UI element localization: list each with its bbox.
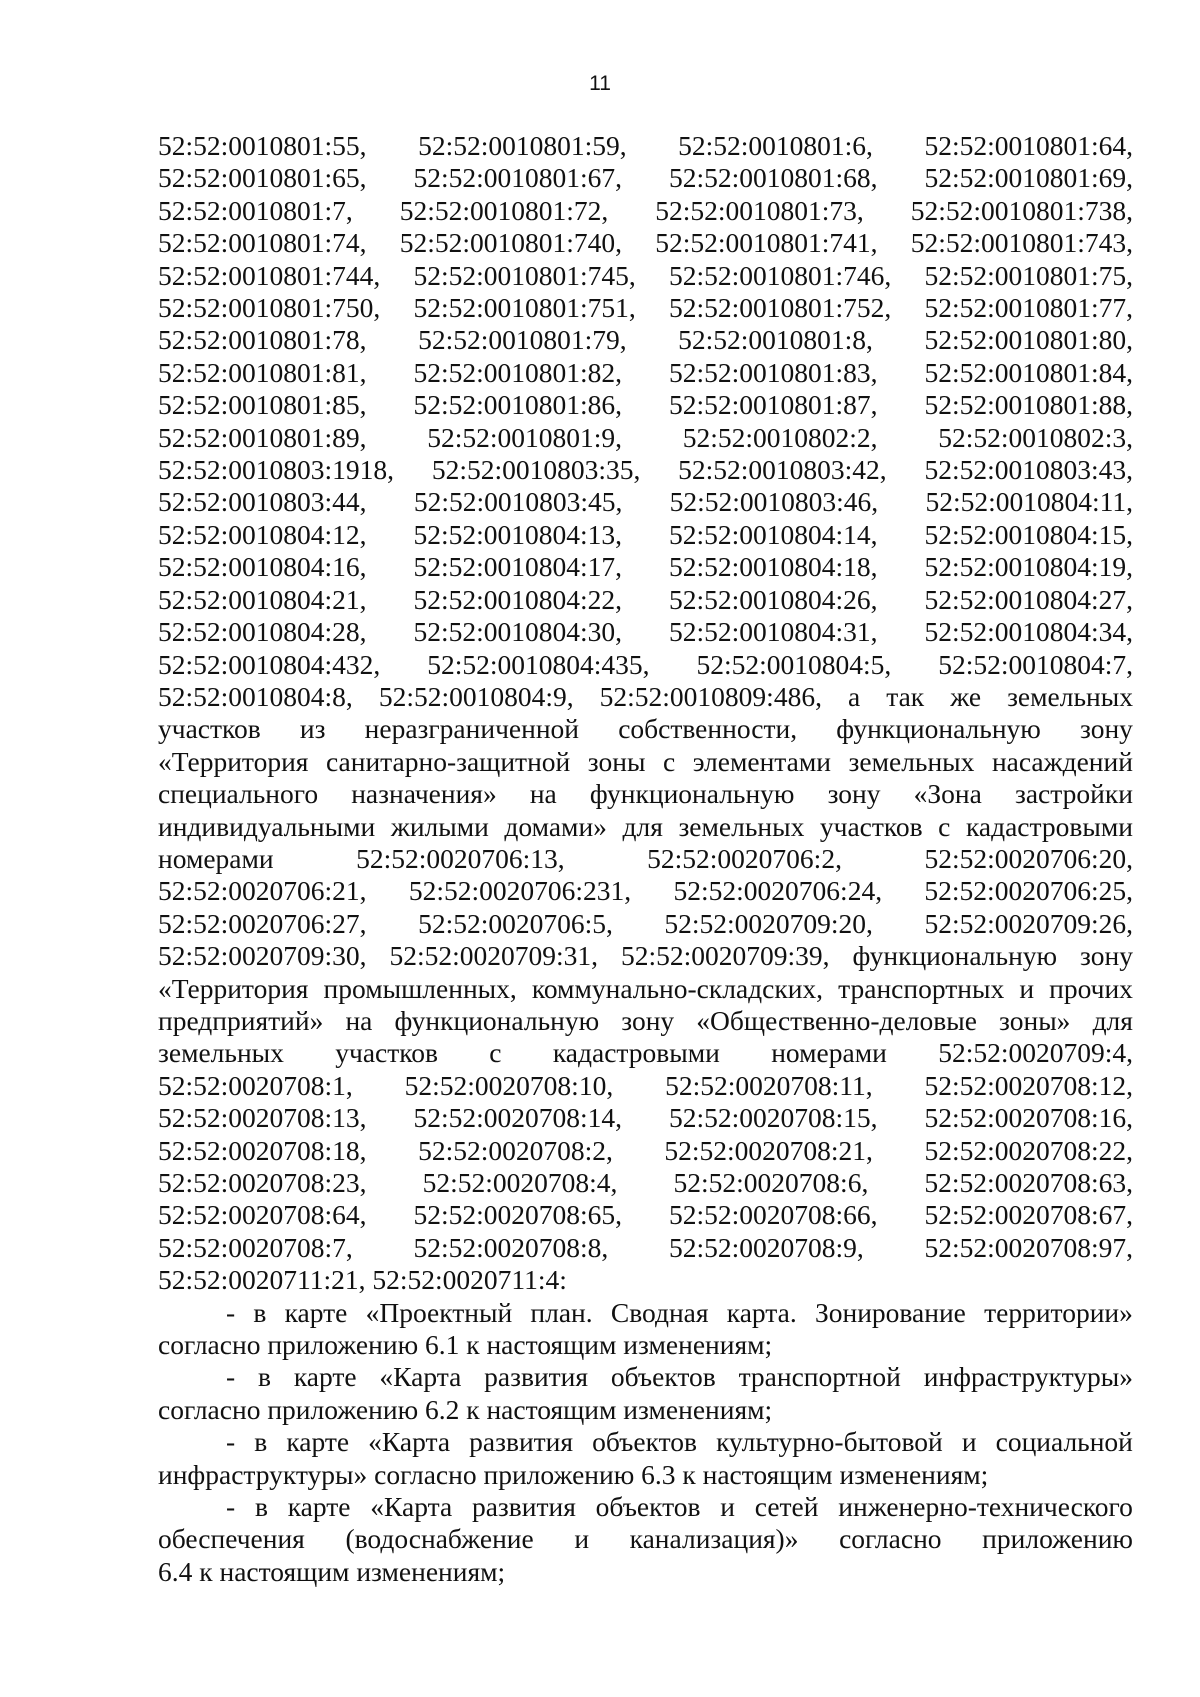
- word: инфраструктуры»: [923, 1361, 1133, 1393]
- word: 52:52:0020708:12,: [924, 1069, 1133, 1101]
- word: 52:52:0020708:15,: [668, 1102, 878, 1134]
- cadastral-number: 52:52:0010801:89,: [158, 421, 367, 453]
- cadastral-number: 52:52:0010804:28,: [158, 616, 367, 648]
- word: с: [938, 810, 951, 842]
- word: же: [950, 680, 982, 712]
- word: объектов: [595, 1491, 701, 1523]
- text-line: [158, 908, 1133, 940]
- word: развития: [471, 1491, 576, 1523]
- word: 52:52:0020708:63,: [924, 1167, 1133, 1198]
- cadastral-number: 52:52:0010801:55,: [158, 130, 367, 161]
- word: функциональную: [589, 778, 795, 810]
- word: карта.: [726, 1296, 797, 1328]
- text-line: [158, 1232, 1133, 1264]
- word: 52:52:0020708:97,: [924, 1231, 1133, 1263]
- cadastral-number: 52:52:0010801:67,: [413, 162, 623, 194]
- map-list: [158, 1297, 1133, 1589]
- cadastral-number: 52:52:0010801:79,: [418, 324, 627, 356]
- cadastral-number: 52:52:0010804:26,: [668, 583, 878, 615]
- text-line: [158, 1037, 1133, 1069]
- word: и: [720, 1491, 736, 1523]
- word: согласно: [839, 1523, 942, 1555]
- list-item-line: согласно приложению 6.2 к настоящим изменениям;: [158, 1393, 773, 1425]
- word: 52:52:0010804:9,: [378, 680, 574, 712]
- word: (водоснабжение: [345, 1523, 534, 1555]
- word: 52:52:0020706:25,: [924, 875, 1133, 907]
- cadastral-number: 52:52:0010803:43,: [924, 454, 1133, 486]
- word: 52:52:0020706:5,: [418, 907, 613, 939]
- word: обеспечения: [158, 1523, 305, 1555]
- cadastral-number: 52:52:0010804:22,: [413, 583, 623, 615]
- word: домами»: [504, 810, 607, 842]
- word: карте: [286, 1426, 350, 1458]
- word: промышленных,: [323, 972, 517, 1004]
- cadastral-number: 52:52:0010804:5,: [696, 648, 892, 680]
- word: зону: [1080, 940, 1133, 972]
- word: 52:52:0020708:66,: [668, 1199, 878, 1231]
- word: санитарно-защитной: [325, 745, 571, 777]
- cadastral-number: 52:52:0010801:741,: [655, 227, 878, 259]
- cadastral-number: 52:52:0010801:77,: [924, 292, 1133, 324]
- map-list-item: [158, 1426, 1133, 1491]
- cadastral-number: 52:52:0010804:11,: [925, 486, 1133, 518]
- word: а: [847, 680, 861, 712]
- grid-line: [158, 551, 1133, 583]
- word: зоны»: [999, 1004, 1071, 1036]
- word: для: [1092, 1004, 1133, 1036]
- cadastral-number-grid: [158, 130, 1133, 681]
- cadastral-number: 52:52:0010804:19,: [924, 551, 1133, 583]
- grid-line: [158, 454, 1133, 486]
- list-item-line: [158, 1523, 1133, 1555]
- cadastral-number: 52:52:0010804:31,: [668, 616, 878, 648]
- cadastral-number: 52:52:0010801:59,: [418, 130, 627, 161]
- word: 52:52:0020708:23,: [158, 1167, 367, 1198]
- cadastral-number: 52:52:0010803:1918,: [158, 454, 395, 486]
- list-item-line: [158, 1297, 1133, 1329]
- word: 52:52:0020709:30,: [158, 940, 367, 972]
- word: 52:52:0020708:8,: [413, 1231, 609, 1263]
- cadastral-number: 52:52:0010804:435,: [427, 648, 650, 680]
- word: 52:52:0020709:4,: [938, 1037, 1133, 1069]
- word: участков: [335, 1037, 438, 1069]
- word: «Карта: [379, 1361, 462, 1393]
- cadastral-number: 52:52:0010801:86,: [413, 389, 623, 421]
- text-line: [158, 1070, 1133, 1102]
- word: кадастровыми: [552, 1037, 720, 1069]
- word: 52:52:0020708:1,: [158, 1069, 353, 1101]
- word: зону: [827, 778, 881, 810]
- word: кадастровыми: [965, 810, 1133, 842]
- text-line: [158, 1135, 1133, 1167]
- word: «Общественно-деловые: [696, 1004, 977, 1036]
- grid-line: [158, 486, 1133, 518]
- word: план.: [530, 1296, 593, 1328]
- word: 52:52:0020708:2,: [418, 1134, 613, 1166]
- word: 52:52:0020708:4,: [422, 1167, 618, 1198]
- cadastral-number: 52:52:0010804:17,: [413, 551, 623, 583]
- word: 52:52:0010804:8,: [158, 680, 353, 712]
- word: с: [489, 1037, 502, 1069]
- word: 52:52:0020706:231,: [408, 875, 632, 907]
- word: с: [662, 745, 676, 777]
- word: 52:52:0020706:20,: [924, 842, 1133, 874]
- word: жилыми: [390, 810, 489, 842]
- grid-line: [158, 162, 1133, 194]
- list-item-line: [158, 1426, 1133, 1458]
- cadastral-number: 52:52:0010804:21,: [158, 583, 367, 615]
- word: 52:52:0020706:21,: [158, 875, 367, 907]
- word: 52:52:0020708:21,: [664, 1134, 873, 1166]
- cadastral-number: 52:52:0010801:68,: [668, 162, 878, 194]
- cadastral-number: 52:52:0010801:84,: [924, 356, 1133, 388]
- cadastral-number: 52:52:0010801:83,: [668, 356, 878, 388]
- word: назначения»: [351, 778, 497, 810]
- word: в: [254, 1426, 268, 1458]
- cadastral-number: 52:52:0010801:752,: [668, 292, 892, 324]
- word: карте: [284, 1296, 348, 1328]
- cadastral-number: 52:52:0010801:73,: [655, 194, 864, 226]
- text-line: [158, 973, 1133, 1005]
- cadastral-number: 52:52:0010801:6,: [678, 130, 873, 161]
- word: элементами: [692, 745, 831, 777]
- word: объектов: [610, 1361, 716, 1393]
- word: зону: [621, 1004, 675, 1036]
- word: инженерно-технического: [838, 1491, 1133, 1523]
- cadastral-number: 52:52:0010801:7,: [158, 194, 353, 226]
- text-line: [158, 811, 1133, 843]
- word: номерами: [771, 1037, 887, 1069]
- word: 52:52:0020709:31,: [389, 940, 599, 972]
- list-item-line: 6.4 к настоящим изменениям;: [158, 1555, 506, 1587]
- word: 52:52:0020706:13,: [356, 842, 565, 874]
- cadastral-number: 52:52:0010801:746,: [668, 259, 892, 291]
- text-line: [158, 1199, 1133, 1231]
- word: развития: [469, 1426, 574, 1458]
- grid-line: [158, 649, 1133, 681]
- word: зону: [1080, 713, 1133, 745]
- map-list-item: [158, 1361, 1133, 1426]
- cadastral-number: 52:52:0010804:16,: [158, 551, 367, 583]
- text-line: [158, 713, 1133, 745]
- text-line: [158, 843, 1133, 875]
- word: транспортных: [838, 972, 1005, 1004]
- grid-line: [158, 292, 1133, 324]
- word: 52:52:0020706:24,: [673, 875, 883, 907]
- cadastral-number: 52:52:0010801:78,: [158, 324, 367, 356]
- word: карте: [293, 1361, 357, 1393]
- cadastral-number: 52:52:0010804:18,: [668, 551, 878, 583]
- cadastral-number: 52:52:0010804:432,: [158, 648, 381, 680]
- cadastral-number: 52:52:0010801:751,: [413, 292, 636, 324]
- cadastral-number: 52:52:0010801:738,: [910, 194, 1133, 226]
- word: -: [226, 1426, 236, 1458]
- word: неразграниченной: [364, 713, 580, 745]
- word: 52:52:0020708:16,: [924, 1102, 1133, 1134]
- cadastral-number: 52:52:0010801:87,: [668, 389, 878, 421]
- text-line: [158, 746, 1133, 778]
- grid-line: [158, 195, 1133, 227]
- text-line: [158, 1005, 1133, 1037]
- cadastral-number: 52:52:0010802:2,: [682, 421, 878, 453]
- word: сетей: [754, 1491, 819, 1523]
- cadastral-number: 52:52:0010803:46,: [669, 486, 879, 518]
- list-item-line: [158, 1491, 1133, 1523]
- word: транспортной: [738, 1361, 901, 1393]
- word: 52:52:0020708:67,: [924, 1199, 1133, 1231]
- cadastral-number: 52:52:0010801:80,: [924, 324, 1133, 356]
- text-line: [158, 940, 1133, 972]
- word: 52:52:0020708:9,: [668, 1231, 864, 1263]
- word: развития: [484, 1361, 589, 1393]
- grid-line: [158, 616, 1133, 648]
- word: прочих: [1049, 972, 1133, 1004]
- cadastral-number: 52:52:0010801:69,: [924, 162, 1133, 194]
- word: индивидуальными: [158, 810, 376, 842]
- body-paragraph: [158, 681, 1133, 1264]
- word: 52:52:0020708:64,: [158, 1199, 367, 1231]
- word: собственности,: [618, 713, 798, 745]
- word: земельных: [158, 1037, 284, 1069]
- word: и: [961, 1426, 977, 1458]
- cadastral-number: 52:52:0010804:34,: [924, 616, 1133, 648]
- word: 52:52:0020708:22,: [924, 1134, 1133, 1166]
- cadastral-number: 52:52:0010801:64,: [924, 130, 1133, 161]
- word: так: [886, 680, 925, 712]
- word: 52:52:0020708:18,: [158, 1134, 367, 1166]
- paragraph-tail-line: 52:52:0020711:21, 52:52:0020711:4:: [158, 1264, 567, 1296]
- word: 52:52:0020708:6,: [673, 1167, 869, 1198]
- map-list-item: [158, 1491, 1133, 1588]
- word: культурно-бытовой: [716, 1426, 943, 1458]
- word: специального: [158, 778, 319, 810]
- cadastral-number: 52:52:0010801:745,: [413, 259, 636, 291]
- word: 52:52:0020706:27,: [158, 907, 367, 939]
- document-body: [158, 130, 1133, 1588]
- grid-line: [158, 324, 1133, 356]
- word: участков: [819, 810, 923, 842]
- cadastral-number: 52:52:0010803:45,: [413, 486, 623, 518]
- list-item-line: [158, 1361, 1133, 1393]
- cadastral-number: 52:52:0010801:744,: [158, 259, 381, 291]
- cadastral-number: 52:52:0010801:88,: [924, 389, 1133, 421]
- cadastral-number: 52:52:0010803:44,: [158, 486, 367, 518]
- grid-line: [158, 130, 1133, 162]
- word: карте: [287, 1491, 351, 1523]
- word: 52:52:0020709:20,: [664, 907, 873, 939]
- word: коммунально-складских,: [531, 972, 824, 1004]
- text-line: [158, 681, 1133, 713]
- word: 52:52:0020708:14,: [413, 1102, 623, 1134]
- grid-line: [158, 357, 1133, 389]
- word: 52:52:0020709:26,: [924, 907, 1133, 939]
- word: и: [1019, 972, 1035, 1004]
- map-list-item: [158, 1297, 1133, 1362]
- cadastral-number: 52:52:0010801:74,: [158, 227, 367, 259]
- cadastral-number: 52:52:0010801:740,: [399, 227, 623, 259]
- cadastral-number: 52:52:0010801:9,: [427, 421, 623, 453]
- word: «Проектный: [365, 1296, 513, 1328]
- word: «Карта: [370, 1491, 453, 1523]
- grid-line: [158, 584, 1133, 616]
- word: социальной: [995, 1426, 1133, 1458]
- cadastral-number: 52:52:0010801:8,: [678, 324, 873, 356]
- word: предприятий»: [158, 1004, 324, 1036]
- word: канализация)»: [629, 1523, 799, 1555]
- cadastral-number: 52:52:0010804:7,: [938, 648, 1133, 680]
- text-line: [158, 1102, 1133, 1134]
- grid-line: [158, 389, 1133, 421]
- cadastral-number: 52:52:0010801:72,: [399, 194, 609, 226]
- grid-line: [158, 260, 1133, 292]
- word: зоны: [587, 745, 646, 777]
- word: в: [258, 1361, 271, 1393]
- word: номерами: [158, 842, 274, 874]
- word: в: [253, 1296, 267, 1328]
- word: Зонирование: [814, 1296, 966, 1328]
- cadastral-number: 52:52:0010801:82,: [413, 356, 623, 388]
- word: объектов: [592, 1426, 697, 1458]
- grid-line: [158, 519, 1133, 551]
- word: 52:52:0020709:39,: [621, 940, 830, 972]
- cadastral-number: 52:52:0010804:15,: [924, 518, 1133, 550]
- word: функциональную: [394, 1004, 600, 1036]
- word: из: [299, 713, 326, 745]
- word: территории»: [984, 1296, 1133, 1328]
- word: -: [226, 1296, 236, 1328]
- text-line: [158, 875, 1133, 907]
- cadastral-number: 52:52:0010801:81,: [158, 356, 367, 388]
- page-number: 11: [589, 72, 611, 95]
- cadastral-number: 52:52:0010801:75,: [924, 259, 1133, 291]
- cadastral-number: 52:52:0010803:42,: [678, 454, 887, 486]
- word: земельных: [848, 745, 975, 777]
- cadastral-number: 52:52:0010801:750,: [158, 292, 381, 324]
- cadastral-number: 52:52:0010804:13,: [413, 518, 623, 550]
- list-item-line: инфраструктуры» согласно приложению 6.3 к настоящим изменениям;: [158, 1458, 989, 1490]
- cadastral-number: 52:52:0010804:12,: [158, 518, 367, 550]
- list-item-line: согласно приложению 6.1 к настоящим изменениям;: [158, 1329, 773, 1361]
- cadastral-number: 52:52:0010801:85,: [158, 389, 367, 421]
- grid-line: [158, 422, 1133, 454]
- word: для: [622, 810, 663, 842]
- word: 52:52:0010809:486,: [599, 680, 822, 712]
- cadastral-number: 52:52:0010801:65,: [158, 162, 367, 194]
- cadastral-number: 52:52:0010804:14,: [668, 518, 878, 550]
- cadastral-number: 52:52:0010804:30,: [413, 616, 623, 648]
- text-line: [158, 778, 1133, 810]
- word: участков: [158, 713, 261, 745]
- word: «Территория: [158, 972, 309, 1004]
- word: -: [226, 1361, 236, 1393]
- cadastral-number: 52:52:0010803:35,: [431, 454, 641, 486]
- word: -: [226, 1491, 236, 1523]
- word: и: [574, 1523, 590, 1555]
- word: 52:52:0020706:2,: [647, 842, 842, 874]
- word: функциональную: [852, 940, 1058, 972]
- cadastral-number: 52:52:0010801:743,: [910, 227, 1133, 259]
- word: в: [254, 1491, 268, 1523]
- word: на: [345, 1004, 373, 1036]
- word: 52:52:0020708:13,: [158, 1102, 367, 1134]
- word: насаждений: [991, 745, 1133, 777]
- word: на: [529, 778, 557, 810]
- grid-line: [158, 227, 1133, 259]
- word: приложению: [982, 1523, 1133, 1555]
- word: земельных: [678, 810, 805, 842]
- word: «Территория: [158, 745, 309, 777]
- word: 52:52:0020708:10,: [404, 1069, 614, 1101]
- word: 52:52:0020708:11,: [665, 1069, 873, 1101]
- word: 52:52:0020708:65,: [413, 1199, 623, 1231]
- cadastral-number: 52:52:0010802:3,: [938, 421, 1133, 453]
- word: застройки: [1014, 778, 1133, 810]
- word: 52:52:0020708:7,: [158, 1231, 353, 1263]
- text-line: [158, 1167, 1133, 1199]
- word: функциональную: [836, 713, 1041, 745]
- word: земельных: [1007, 680, 1133, 712]
- word: «Карта: [368, 1426, 451, 1458]
- word: Сводная: [610, 1296, 709, 1328]
- word: «Зона: [913, 778, 982, 810]
- cadastral-number: 52:52:0010804:27,: [924, 583, 1133, 615]
